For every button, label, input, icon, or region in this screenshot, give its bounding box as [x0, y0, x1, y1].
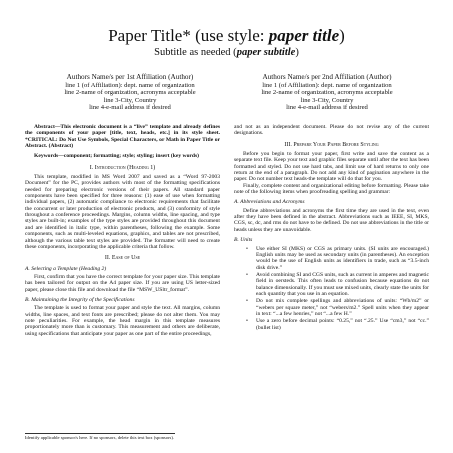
paragraph-integrity: The template is used to format your paper and style the text. All margins, column widths, line spaces, and text fonts are prescribed; please do not alter them. You may note peculiarities. For example, the head margin in this template measures proportionately more than is customary. This measurement and others are deliberate, using specifications that anticipate your paper as one part of the entire proceedings,	[25, 305, 220, 337]
right-column	[234, 124, 429, 331]
bullet-icon: •	[246, 271, 248, 278]
bullet-icon: •	[246, 298, 248, 305]
paper-subtitle	[0, 47, 453, 59]
affiliation-line: line 4-e-mail address if desired	[89, 104, 171, 112]
affiliation-line: line 2-name of organization, acronyms acceptable	[261, 89, 393, 97]
subtitle-text: Subtitle as needed (	[154, 47, 237, 58]
bullet-item	[234, 318, 429, 331]
title-style-name: paper title	[268, 26, 340, 45]
heading-ease-of-use: II. Ease of Use	[104, 255, 141, 262]
heading-abbreviations: A. Abbreviations and Acronyms	[234, 199, 305, 206]
bullet-item	[234, 298, 429, 317]
abstract: Abstract—This electronic document is a “live” template and already defines the components of your paper [title, text, heads, etc.] in its style sheet. *CRITICAL: Do Not Use Symbols, Special Characters, or Math in Paper Title or Abstract. (Abstract)	[25, 124, 220, 150]
paper-title	[0, 26, 453, 45]
author-affiliation-1	[35, 74, 225, 112]
bullet-icon: •	[246, 245, 248, 252]
affiliation-line: line 2-name of organization, acronyms acceptable	[64, 89, 196, 97]
keywords: Keywords—component; formatting; style; styling; insert (key words)	[34, 153, 199, 160]
left-column	[25, 124, 220, 337]
paragraph-introduction: This template, modified in MS Word 2007 and saved as a “Word 97-2003 Document” for the PC, provides authors with most of the formatting specifications needed for preparing electronic versions of their papers. All standard paper components have been specified for three reasons: (1) ease of use when formatting individual papers, (2) automatic compliance to electronic requirements that facilitate the concurrent or later production of electronic products, and (3) conformity of style throughout a conference proceedings. Margins, column widths, line spacing, and type styles are built-in; examples of the type styles are provided throughout this document and are identified in italic type, within parentheses, following the example. Some components, such as multi-leveled equations, graphics, and tables are not prescribed, although the various table text styles are provided. The formatter will need to create these components, incorporating the applicable criteria that follow.	[25, 174, 220, 250]
sponsor-footnote: Identify applicable sponsor/s here. If no sponsors, delete this text box (sponsors).	[25, 435, 175, 440]
subtitle-style-name: paper subtitle	[236, 47, 296, 58]
bullet-item	[234, 272, 429, 297]
bullet-text: Avoid combining SI and CGS units, such as current in amperes and magnetic field in oersteds. This often leads to confusion because equations do not balance dimensionally. If you must use mixed units, clearly state the units for each quantity that you use in an equation.	[256, 271, 430, 297]
paragraph-prepare-1: Before you begin to format your paper, first write and save the content as a separate text file. Keep your text and graphic files separate until after the text has been formatted and styled. Do not use hard tabs, and limit use of hard returns to only one return at the end of a paragraph. Do not add any kind of pagination anywhere in the paper. Do not number text heads-the template will do that for you.	[234, 151, 429, 183]
heading-introduction: I. Introduction (Heading 1)	[89, 164, 156, 171]
bullet-icon: •	[246, 318, 248, 325]
heading-integrity: B. Maintaining the Integrity of the Specifications	[25, 296, 135, 303]
heading-selecting-template: A. Selecting a Template (Heading 2)	[25, 265, 107, 272]
bullet-text: Use either SI (MKS) or CGS as primary units. (SI units are encouraged.) English units may be used as secondary units (in parentheses). An exception would be the use of English units as identifiers in trade, such as “3.5-inch disk drive.”	[256, 245, 429, 271]
author-name: Authors Name/s per 1st Affiliation (Author)	[66, 73, 194, 81]
affiliation-line: line 1 (of Affiliation): dept. name of organization	[65, 81, 195, 89]
author-name: Authors Name/s per 2nd Affiliation (Author)	[262, 73, 392, 81]
bullet-text: Use a zero before decimal points: “0.25,” not “.25.” Use “cm3,” not “cc.” (bullet list)	[256, 318, 429, 331]
affiliation-line: line 1 (of Affiliation): dept. name of organization	[262, 81, 392, 89]
affiliation-line: line 3-City, Country	[300, 96, 354, 104]
heading-prepare-paper: III. Prepare Your Paper Before Styling	[284, 141, 379, 148]
affiliation-line: line 3-City, Country	[103, 96, 157, 104]
bullet-item	[234, 246, 429, 271]
bullet-text: Do not mix complete spellings and abbreviations of units: “Wb/m2” or “webers per square meter,” not “webers/m2.” Spell units when they appear in text: “...a few henries,” not “...a few H.”	[256, 298, 429, 317]
paragraph-selecting-template: First, confirm that you have the correct template for your paper size. This template has been tailored for output on the A4 paper size. If you are using US letter-sized paper, please close this file and download the file “MSW_USltr_format”.	[25, 273, 220, 293]
affiliation-line: line 4-e-mail address if desired	[286, 104, 368, 112]
subtitle-close: )	[295, 47, 299, 58]
paragraph-abbreviations: Define abbreviations and acronyms the first time they are used in the text, even after they have been defined in the abstract. Abbreviations such as IEEE, SI, MKS, CGS, sc, dc, and rms do not have to be defined. Do not use abbreviations in the title or heads unless they are unavoidable.	[234, 207, 429, 233]
paragraph-continued: and not as an independent document. Please do not revise any of the current designations.	[234, 124, 429, 137]
title-close: )	[339, 26, 345, 45]
heading-units: B. Units	[234, 237, 253, 244]
paragraph-prepare-2: Finally, complete content and organizational editing before formatting. Please take note of the following items when proofreading spelling and grammar:	[234, 182, 429, 196]
title-text: Paper Title* (use style:	[108, 26, 269, 45]
author-affiliation-2	[232, 74, 422, 112]
